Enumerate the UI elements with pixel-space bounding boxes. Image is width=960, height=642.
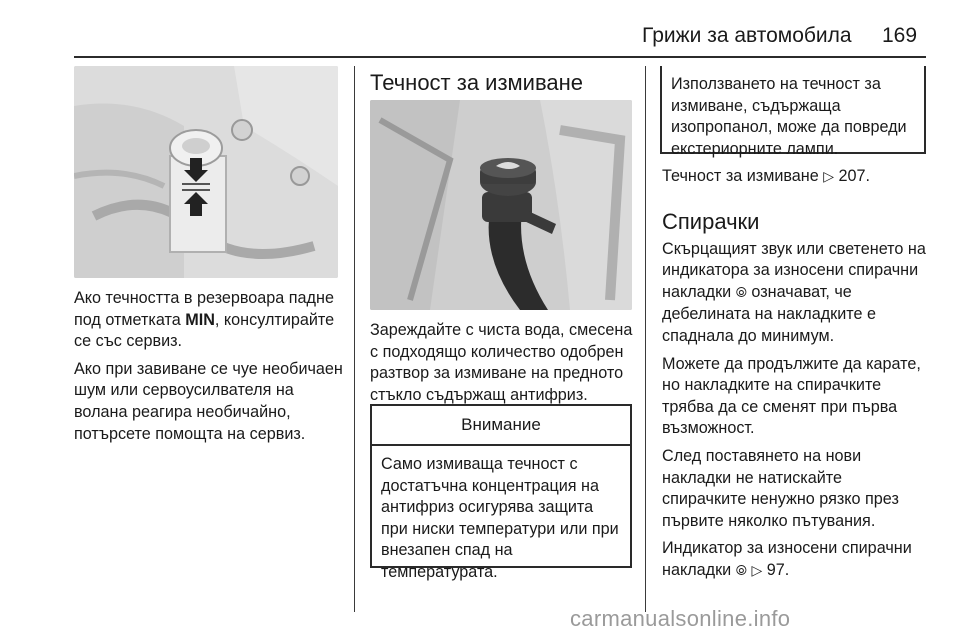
header-title: Грижи за автомобила [642, 24, 852, 47]
column-divider-1 [354, 66, 355, 612]
min-level-text-end: , консултирайте се със сервиз. [74, 310, 335, 351]
washer-fluid-body [370, 320, 636, 412]
brake-wear-text: Скърцащият звук или светенето на индикатора за износени спирачни накладки [662, 239, 926, 301]
note-text: Използването на течност за измиване, съдържаща изопропанол, може да повреди екстериорните лампи. [671, 75, 907, 158]
washer-reservoir-photo [370, 100, 632, 310]
notice-body [372, 446, 630, 584]
brake-wear-indicator-icon: ⦾ [735, 284, 747, 301]
brake-indicator-reference-text: Индикатор за износени спирачни накладки [662, 539, 912, 579]
steering-noise-paragraph: Ако при завиване се чуе необичаен шум или сервоусилвателя на волана реагира необичайно, потърсете помощта на сервиз. [74, 359, 343, 443]
min-level-text: Ако течността в резервоара падне под отметката [74, 289, 334, 329]
column-divider-2 [645, 66, 646, 612]
continue-driving-paragraph: Можете да продължите да карате, но накладките на спирачките трябва да се сменят при първа възможност. [662, 354, 921, 438]
right-column-text [662, 166, 928, 589]
note-box [660, 66, 926, 158]
brake-wear-paragraph [662, 239, 928, 348]
brake-wear-indicator-icon-2: ⦾ [735, 562, 747, 579]
notice-title: Внимание [372, 404, 630, 446]
notice-box [370, 404, 632, 581]
power-steering-reservoir-photo [74, 66, 338, 278]
washer-fluid-paragraph: Зареждайте с чиста вода, смесена с подходящо количество одобрен разтвор за измиване на предното стъкло съдържащ антифриз. [370, 321, 633, 404]
reference-triangle-icon-2: ▷ [751, 562, 763, 579]
min-mark: MIN [185, 310, 215, 329]
left-column-text [74, 288, 346, 451]
brakes-title: Спирачки [662, 208, 760, 234]
washer-reference-text: Течност за измиване [662, 167, 819, 185]
brake-indicator-reference-page: 97 [766, 560, 785, 579]
header-rule [74, 56, 926, 58]
page-number: 169 [882, 24, 918, 47]
notice-text: Само измиваща течност с достатъчна концентрация на антифриз осигурява защита при ниски температури или при внезапен спад на температурата. [381, 455, 619, 581]
watermark: carmanualsonline.info [570, 606, 791, 631]
new-pads-paragraph: След поставянето на нови накладки не натискайте спирачките ненужно рязко през първите няколко пътувания. [662, 446, 899, 530]
washer-reference: Течност за измиване ▷ 207. [662, 167, 871, 185]
washer-fluid-title: Течност за измиване [370, 70, 584, 95]
min-level-paragraph [74, 288, 346, 353]
washer-reference-page: 207 [838, 167, 866, 185]
reference-triangle-icon: ▷ [823, 169, 835, 185]
brake-wear-text-end: означават, че дебелината на накладките е спаднала до минимум. [662, 282, 877, 345]
brake-indicator-reference: Индикатор за износени спирачни накладки ⦾ ▷ 97. [662, 539, 912, 579]
page-header [0, 0, 960, 60]
